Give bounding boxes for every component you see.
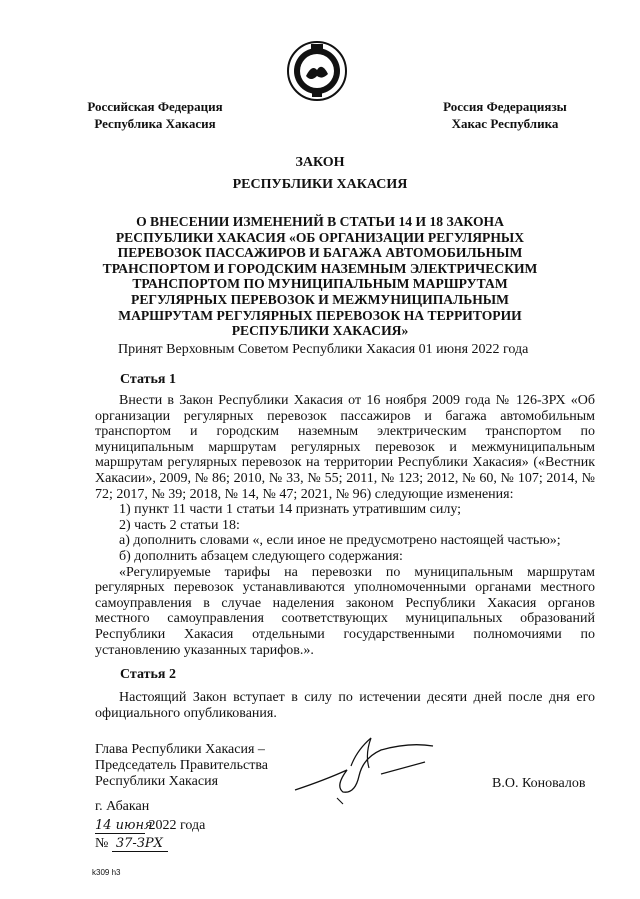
header-left-line: Республика Хакасия	[94, 116, 216, 131]
header-left	[70, 98, 240, 132]
signatory-position	[95, 742, 268, 790]
law-title-line: ТРАНСПОРТОМ И ГОРОДСКИМ НАЗЕМНЫМ ЭЛЕКТРИЧЕСКИМ	[102, 260, 538, 276]
header-left-line: Российская Федерация	[87, 99, 223, 114]
footer-code: k309 h3	[92, 868, 121, 877]
paragraph: б) дополнить абзацем следующего содержания:	[119, 548, 403, 564]
handwritten-date: 14 июня	[95, 818, 153, 833]
law-title-line: ТРАНСПОРТОМ ПО МУНИЦИПАЛЬНЫМ МАРШРУТАМ	[132, 276, 508, 292]
law-title-line: ПЕРЕВОЗОК ПАССАЖИРОВ И БАГАЖА АВТОМОБИЛЬНЫМ	[117, 245, 523, 261]
signatory-line: Глава Республики Хакасия –	[95, 742, 265, 757]
law-title-line: РЕСПУБЛИКИ ХАКАСИЯ»	[231, 323, 409, 339]
document-type: ЗАКОН	[295, 155, 345, 170]
law-title-line: О ВНЕСЕНИИ ИЗМЕНЕНИЙ В СТАТЬИ 14 И 18 ЗАКОНА	[136, 214, 504, 229]
issuer: РЕСПУБЛИКИ ХАКАСИЯ	[232, 177, 408, 192]
paragraph: Настоящий Закон вступает в силу по истечении десяти дней после дня его официального опубликования.	[95, 690, 595, 721]
header-right-line: Россия Федерациязы	[443, 99, 567, 114]
adoption-note: Принят Верховным Советом Республики Хакасия 01 июня 2022 года	[118, 342, 529, 357]
paragraph: 1) пункт 11 части 1 статьи 14 признать утратившим силу;	[119, 502, 462, 518]
signing-date	[95, 818, 205, 834]
article-2-body	[95, 690, 595, 721]
law-title-line: РЕГУЛЯРНЫХ ПЕРЕВОЗОК И МЕЖМУНИЦИПАЛЬНЫМ	[131, 291, 509, 307]
law-title	[90, 214, 550, 339]
paragraph: 2) часть 2 статьи 18:	[119, 517, 240, 533]
city: г. Абакан	[95, 799, 150, 814]
law-title-line: МАРШРУТАМ РЕГУЛЯРНЫХ ПЕРЕВОЗОК НА ТЕРРИТОРИИ	[118, 307, 522, 323]
paragraph: «Регулируемые тарифы на перевозки по муниципальным маршрутам регулярных перевозок устанавливаются уполномоченными органами местного самоуправления в случае наделения законом Республики Хакасия органов местного самоуправления соответствующих муниципальных образований Республики Хакасия отдельными государственными полномочиями по установлению указанных тарифов.».	[95, 564, 595, 658]
number-sign: №	[95, 836, 109, 851]
law-number	[95, 836, 168, 852]
signatory-name: В.О. Коновалов	[492, 776, 586, 791]
article-1-body	[95, 393, 595, 658]
header-right	[420, 98, 590, 132]
article-1-heading: Статья 1	[120, 372, 176, 387]
handwritten-signature	[285, 728, 445, 808]
signatory-line: Председатель Правительства	[95, 758, 268, 773]
header-right-line: Хакас Республика	[451, 116, 559, 131]
article-2-heading: Статья 2	[120, 667, 176, 682]
handwritten-number: 37-ЗРХ	[112, 836, 168, 852]
law-title-line: РЕСПУБЛИКИ ХАКАСИЯ «ОБ ОРГАНИЗАЦИИ РЕГУЛЯРНЫХ	[115, 229, 525, 245]
paragraph: Внести в Закон Республики Хакасия от 16 ноября 2009 года № 126-ЗРХ «Об организации регулярных перевозок пассажиров и багажа автомобильным транспортом и городским наземным электрическим транспортом по муниципальным маршрутам регулярных перевозок и межмуниципальным маршрутам регулярных перевозок на территории Республики Хакасия» («Вестник Хакасии», 2009, № 86; 2010, № 33, № 55; 2011, № 123; 2012, № 60, № 107; 2014, № 72; 2017, № 39; 2018, № 14, № 47; 2021, № 96) следующие изменения:	[95, 393, 595, 502]
signatory-line: Республики Хакасия	[95, 774, 219, 789]
paragraph: а) дополнить словами «, если иное не предусмотрено настоящей частью»;	[119, 533, 561, 549]
coat-of-arms-icon	[286, 40, 348, 102]
year-text: 2022 года	[148, 818, 206, 833]
